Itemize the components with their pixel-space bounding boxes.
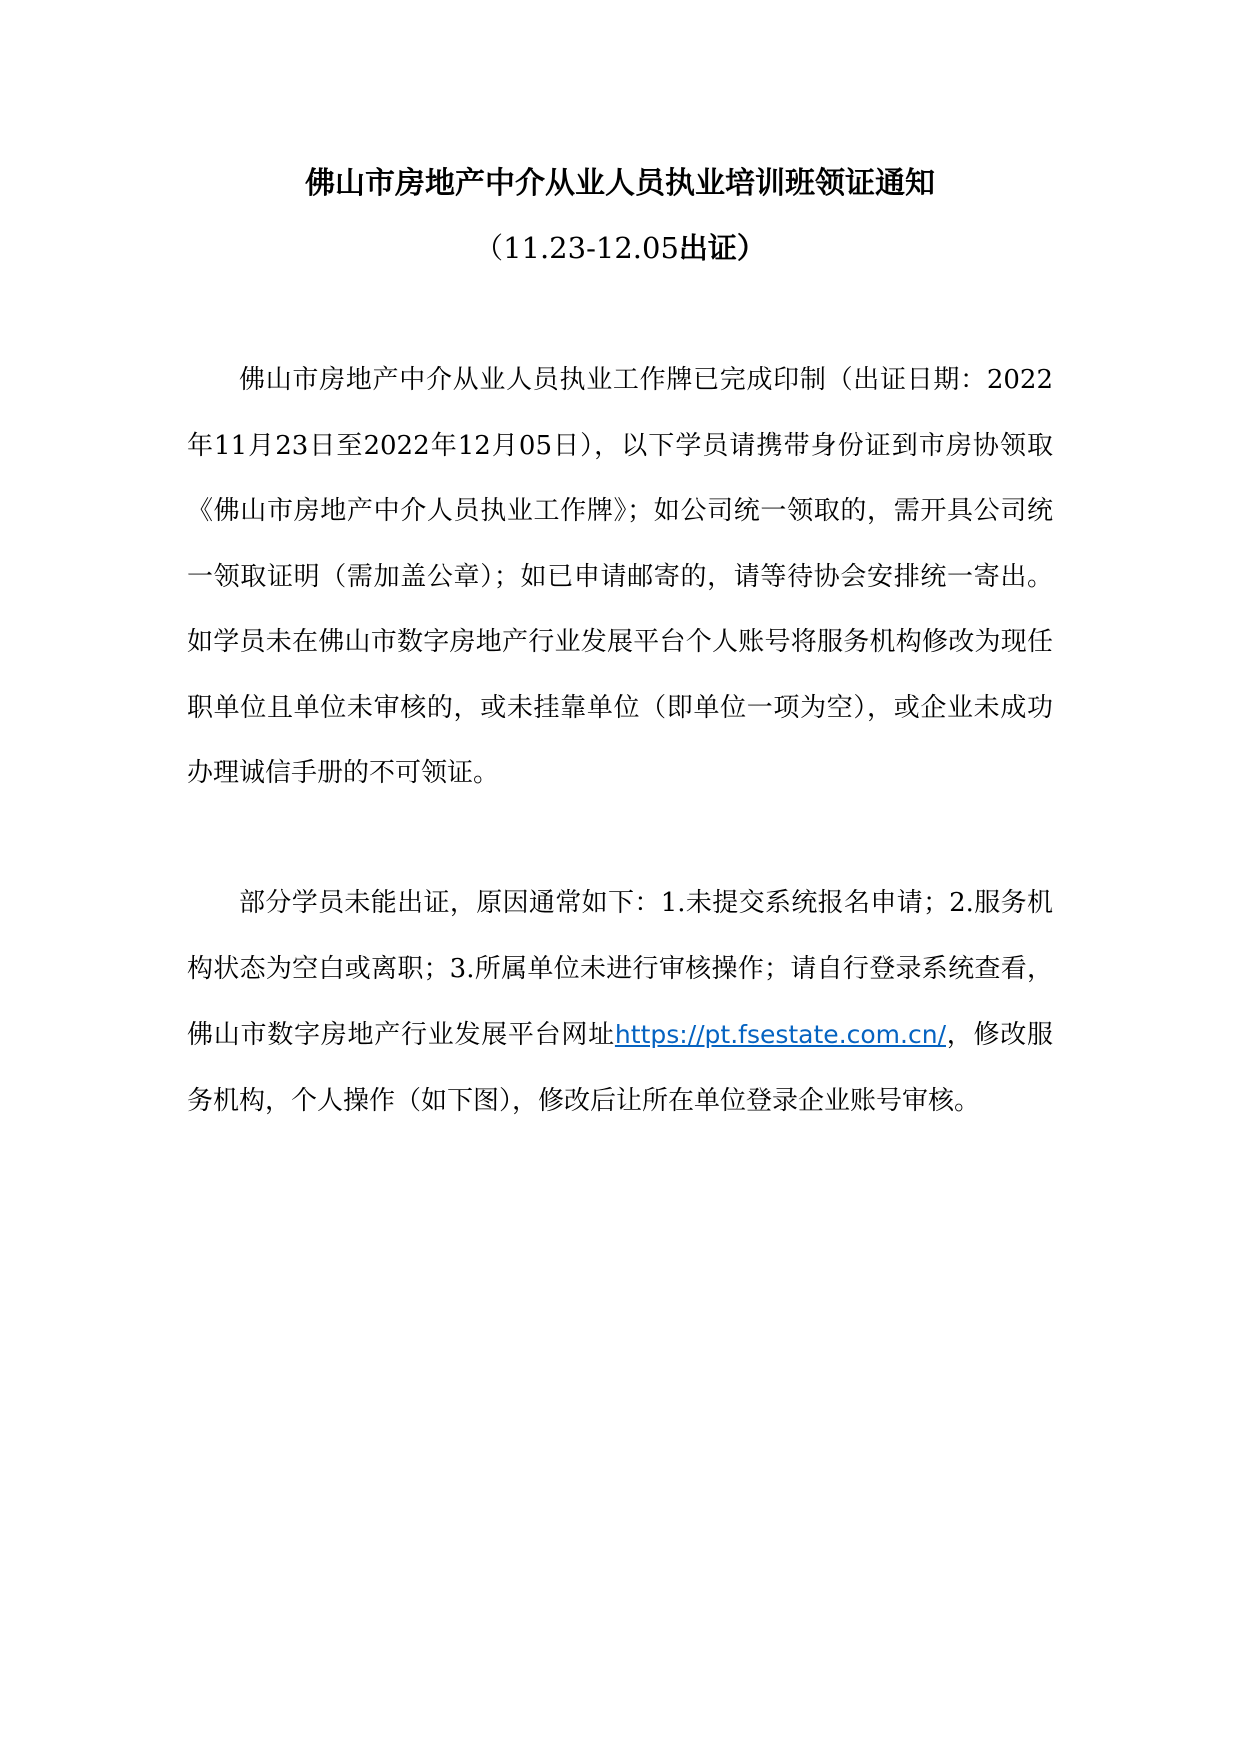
document-title: 佛山市房地产中介从业人员执业培训班领证通知 <box>305 166 935 201</box>
paragraph-2 <box>187 871 1053 1134</box>
paragraph-1: 佛山市房地产中介从业人员执业工作牌已完成印制（出证日期：2022年11月23日至2022年12月05日），以下学员请携带身份证到市房协领取《佛山市房地产中介人员执业工作牌》；如公司统一领取的，需开具公司统一领取证明（需加盖公章）；如已申请邮寄的，请等待协会安排统一寄出。如学员未在佛山市数字房地产行业发展平台个人账号将服务机构修改为现任职单位且单位未审核的，或未挂靠单位（即单位一项为空），或企业未成功办理诚信手册的不可领证。 <box>187 365 1053 788</box>
paragraph-2-block <box>187 871 1053 1134</box>
paragraph-1-block <box>187 348 1053 807</box>
paragraph-2-text-b: ，修改服务机构，个人操作（如下图），修改后让所在单位登录企业账号审核。 <box>187 1020 1053 1116</box>
subtitle-date-range: （11.23-12.05 <box>474 231 679 265</box>
paragraph-2-text-a: 部分学员未能出证，原因通常如下：1.未提交系统报名申请；2.服务机构状态为空白或离职；3.所属单位未进行审核操作；请自行登录系统查看，佛山市数字房地产行业发展平台网址 <box>187 888 1053 1050</box>
platform-url-link[interactable]: https://pt.fsestate.com.cn/ <box>614 1020 946 1049</box>
subtitle-suffix: 出证） <box>678 231 766 265</box>
document-subtitle <box>0 228 1240 268</box>
